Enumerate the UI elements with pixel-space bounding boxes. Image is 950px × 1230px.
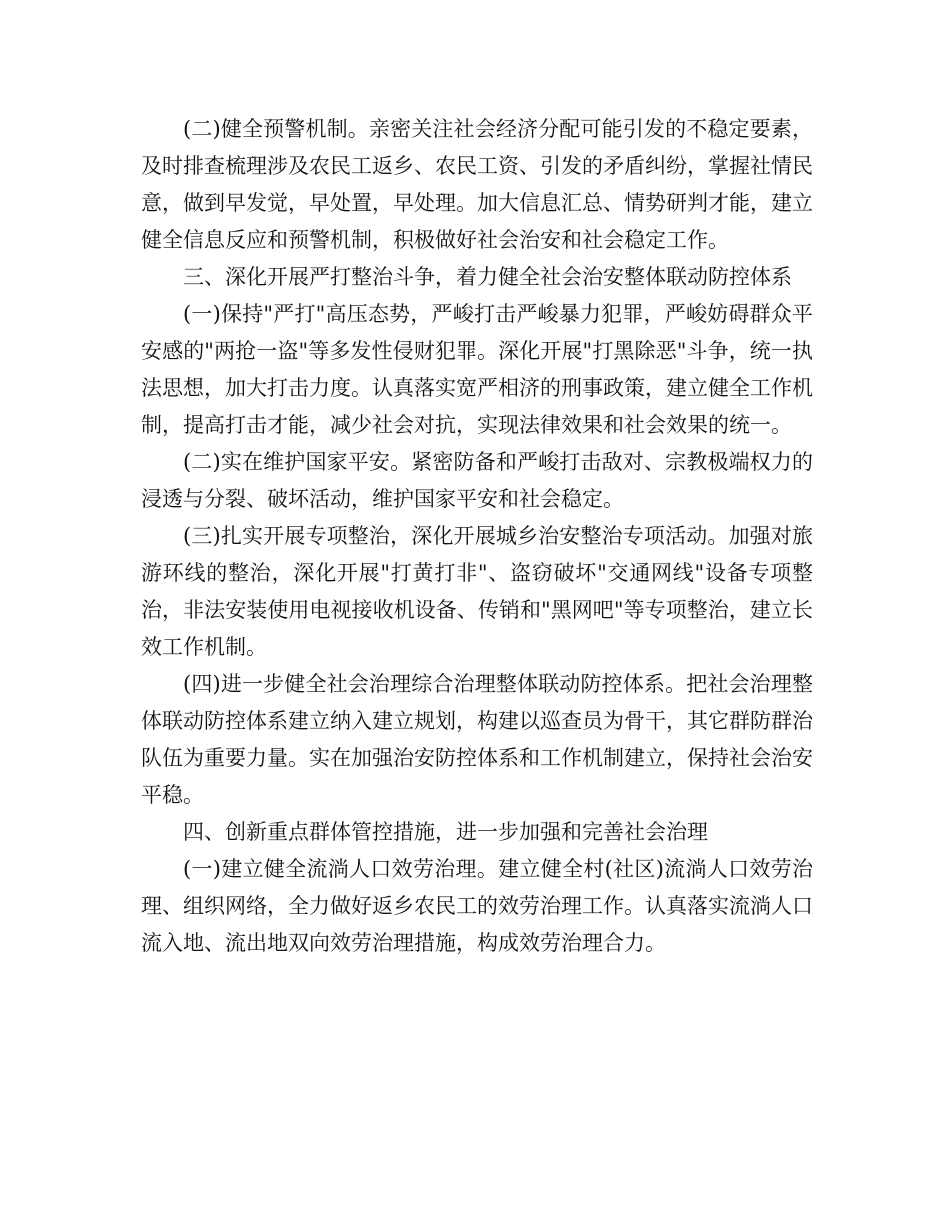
section-heading-4: 四、创新重点群体管控措施，进一步加强和完善社会治理	[183, 820, 708, 844]
paragraph-early-warning: (二)健全预警机制。亲密关注社会经济分配可能引发的不稳定要素，及时排查梳理涉及农民工返乡、农民工资、引发的矛盾纠纷，掌握社情民意，做到早发觉，早处置，早处理。加大信息汇总、情势研判才能，建立健全信息反应和预警机制，积极做好社会治安和社会稳定工作。	[141, 117, 813, 252]
document-body	[141, 111, 813, 962]
paragraph-national-security: (二)实在维护国家平安。紧密防备和严峻打击敌对、宗教极端权力的浸透与分裂、破坏活动，维护国家平安和社会稳定。	[141, 450, 813, 511]
paragraph-floating-population: (一)建立健全流淌人口效劳治理。建立健全村(社区)流淌人口效劳治理、组织网络，全力做好返乡农民工的效劳治理工作。认真落实流淌人口流入地、流出地双向效劳治理措施，构成效劳治理合力。	[141, 857, 813, 955]
paragraph-prevention-system: (四)进一步健全社会治理综合治理整体联动防控体系。把社会治理整体联动防控体系建立纳入建立规划，构建以巡查员为骨干，其它群防群治队伍为重要力量。实在加强治安防控体系和工作机制建立，保持社会治安平稳。	[141, 672, 813, 807]
section-heading-3: 三、深化开展严打整治斗争，着力健全社会治安整体联动防控体系	[183, 265, 792, 289]
paragraph-strike-hard: (一)保持"严打"高压态势，严峻打击严峻暴力犯罪，严峻妨碍群众平安感的"两抢一盗"等多发性侵财犯罪。深化开展"打黑除恶"斗争，统一执法思想，加大打击力度。认真落实宽严相济的刑事政策，建立健全工作机制，提高打击才能，减少社会对抗，实现法律效果和社会效果的统一。	[141, 302, 813, 437]
paragraph-special-rectification: (三)扎实开展专项整治，深化开展城乡治安整治专项活动。加强对旅游环线的整治，深化开展"打黄打非"、盗窃破坏"交通网线"设备专项整治，非法安装使用电视接收机设备、传销和"黑网吧"等专项整治，建立长效工作机制。	[141, 524, 813, 659]
